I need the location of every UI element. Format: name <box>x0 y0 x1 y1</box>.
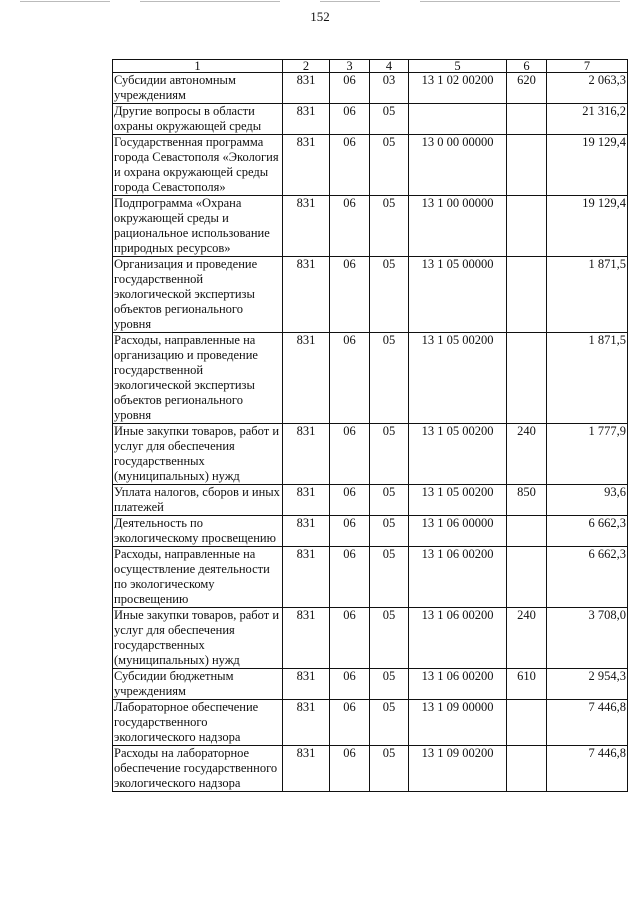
page-number: 152 <box>310 9 330 24</box>
row-target-article-cell: 13 1 05 00200 <box>409 485 507 516</box>
table-header-row <box>113 60 628 73</box>
row-expense-type-cell: 610 <box>507 669 547 700</box>
row-amount-cell: 19 129,4 <box>547 196 628 257</box>
table-row <box>113 196 628 257</box>
row-name-cell: Государственная программа города Севастополя «Экология и охрана окружающей среды города Севастополя» <box>113 135 283 196</box>
budget-table-container <box>112 59 628 792</box>
row-target-article-cell: 13 1 02 00200 <box>409 73 507 104</box>
table-row <box>113 547 628 608</box>
row-expense-type-cell <box>507 104 547 135</box>
row-section-cell: 06 <box>330 104 370 135</box>
row-expense-type-cell <box>507 333 547 424</box>
row-name-cell: Иные закупки товаров, работ и услуг для обеспечения государственных (муниципальных) нужд <box>113 608 283 669</box>
table-row <box>113 333 628 424</box>
table-row <box>113 257 628 333</box>
row-code-cell: 831 <box>283 257 330 333</box>
row-target-article-cell: 13 1 06 00200 <box>409 669 507 700</box>
row-code-cell: 831 <box>283 73 330 104</box>
row-subsection-cell: 05 <box>370 257 409 333</box>
row-amount-cell: 2 954,3 <box>547 669 628 700</box>
row-subsection-cell: 05 <box>370 333 409 424</box>
row-expense-type-cell: 240 <box>507 608 547 669</box>
column-header-4: 4 <box>370 60 409 73</box>
row-name-cell: Лабораторное обеспечение государственного экологического надзора <box>113 700 283 746</box>
row-name-cell: Расходы, направленные на организацию и проведение государственной экологической экспертизы объектов регионального уровня <box>113 333 283 424</box>
row-expense-type-cell <box>507 746 547 792</box>
budget-table <box>112 59 628 792</box>
row-section-cell: 06 <box>330 196 370 257</box>
row-section-cell: 06 <box>330 257 370 333</box>
row-amount-cell: 6 662,3 <box>547 547 628 608</box>
row-subsection-cell: 05 <box>370 547 409 608</box>
column-header-3: 3 <box>330 60 370 73</box>
column-header-2: 2 <box>283 60 330 73</box>
row-amount-cell: 7 446,8 <box>547 746 628 792</box>
row-expense-type-cell <box>507 257 547 333</box>
row-target-article-cell: 13 1 06 00200 <box>409 608 507 669</box>
row-subsection-cell: 05 <box>370 424 409 485</box>
row-code-cell: 831 <box>283 547 330 608</box>
column-header-5: 5 <box>409 60 507 73</box>
row-expense-type-cell <box>507 700 547 746</box>
row-expense-type-cell: 240 <box>507 424 547 485</box>
table-row <box>113 485 628 516</box>
row-section-cell: 06 <box>330 669 370 700</box>
table-row <box>113 608 628 669</box>
row-amount-cell: 1 871,5 <box>547 257 628 333</box>
row-amount-cell: 7 446,8 <box>547 700 628 746</box>
row-amount-cell: 21 316,2 <box>547 104 628 135</box>
row-section-cell: 06 <box>330 608 370 669</box>
row-expense-type-cell <box>507 516 547 547</box>
row-code-cell: 831 <box>283 746 330 792</box>
row-target-article-cell: 13 1 09 00000 <box>409 700 507 746</box>
table-row <box>113 669 628 700</box>
row-code-cell: 831 <box>283 669 330 700</box>
row-section-cell: 06 <box>330 424 370 485</box>
row-code-cell: 831 <box>283 516 330 547</box>
row-code-cell: 831 <box>283 424 330 485</box>
column-header-7: 7 <box>547 60 628 73</box>
row-code-cell: 831 <box>283 700 330 746</box>
row-expense-type-cell <box>507 135 547 196</box>
row-section-cell: 06 <box>330 746 370 792</box>
row-name-cell: Уплата налогов, сборов и иных платежей <box>113 485 283 516</box>
row-name-cell: Субсидии бюджетным учреждениям <box>113 669 283 700</box>
row-code-cell: 831 <box>283 608 330 669</box>
row-amount-cell: 1 777,9 <box>547 424 628 485</box>
table-row <box>113 73 628 104</box>
row-subsection-cell: 03 <box>370 73 409 104</box>
row-subsection-cell: 05 <box>370 746 409 792</box>
row-name-cell: Деятельность по экологическому просвещению <box>113 516 283 547</box>
scan-top-edge <box>0 0 640 5</box>
table-row <box>113 424 628 485</box>
row-subsection-cell: 05 <box>370 700 409 746</box>
row-section-cell: 06 <box>330 73 370 104</box>
row-section-cell: 06 <box>330 547 370 608</box>
row-expense-type-cell <box>507 547 547 608</box>
row-subsection-cell: 05 <box>370 104 409 135</box>
row-amount-cell: 2 063,3 <box>547 73 628 104</box>
row-expense-type-cell: 850 <box>507 485 547 516</box>
row-code-cell: 831 <box>283 196 330 257</box>
row-section-cell: 06 <box>330 333 370 424</box>
row-subsection-cell: 05 <box>370 135 409 196</box>
row-name-cell: Подпрограмма «Охрана окружающей среды и рациональное использование природных ресурсов» <box>113 196 283 257</box>
row-subsection-cell: 05 <box>370 196 409 257</box>
row-target-article-cell: 13 1 05 00200 <box>409 424 507 485</box>
table-row <box>113 700 628 746</box>
row-amount-cell: 1 871,5 <box>547 333 628 424</box>
row-target-article-cell: 13 1 06 00200 <box>409 547 507 608</box>
row-name-cell: Расходы на лабораторное обеспечение государственного экологического надзора <box>113 746 283 792</box>
row-target-article-cell <box>409 104 507 135</box>
row-amount-cell: 3 708,0 <box>547 608 628 669</box>
row-expense-type-cell: 620 <box>507 73 547 104</box>
row-target-article-cell: 13 1 00 00000 <box>409 196 507 257</box>
row-subsection-cell: 05 <box>370 485 409 516</box>
row-target-article-cell: 13 0 00 00000 <box>409 135 507 196</box>
row-code-cell: 831 <box>283 135 330 196</box>
row-target-article-cell: 13 1 06 00000 <box>409 516 507 547</box>
row-section-cell: 06 <box>330 485 370 516</box>
row-amount-cell: 19 129,4 <box>547 135 628 196</box>
row-name-cell: Расходы, направленные на осуществление деятельности по экологическому просвещению <box>113 547 283 608</box>
row-subsection-cell: 05 <box>370 516 409 547</box>
row-name-cell: Организация и проведение государственной экологической экспертизы объектов регионального уровня <box>113 257 283 333</box>
row-section-cell: 06 <box>330 135 370 196</box>
row-name-cell: Субсидии автономным учреждениям <box>113 73 283 104</box>
row-target-article-cell: 13 1 05 00200 <box>409 333 507 424</box>
row-target-article-cell: 13 1 05 00000 <box>409 257 507 333</box>
table-row <box>113 104 628 135</box>
row-name-cell: Иные закупки товаров, работ и услуг для обеспечения государственных (муниципальных) нужд <box>113 424 283 485</box>
table-row <box>113 516 628 547</box>
row-subsection-cell: 05 <box>370 608 409 669</box>
row-expense-type-cell <box>507 196 547 257</box>
row-name-cell: Другие вопросы в области охраны окружающей среды <box>113 104 283 135</box>
row-amount-cell: 6 662,3 <box>547 516 628 547</box>
table-row <box>113 135 628 196</box>
row-target-article-cell: 13 1 09 00200 <box>409 746 507 792</box>
row-section-cell: 06 <box>330 516 370 547</box>
row-section-cell: 06 <box>330 700 370 746</box>
row-code-cell: 831 <box>283 104 330 135</box>
column-header-6: 6 <box>507 60 547 73</box>
row-code-cell: 831 <box>283 333 330 424</box>
row-subsection-cell: 05 <box>370 669 409 700</box>
row-amount-cell: 93,6 <box>547 485 628 516</box>
table-row <box>113 746 628 792</box>
row-code-cell: 831 <box>283 485 330 516</box>
column-header-1: 1 <box>113 60 283 73</box>
